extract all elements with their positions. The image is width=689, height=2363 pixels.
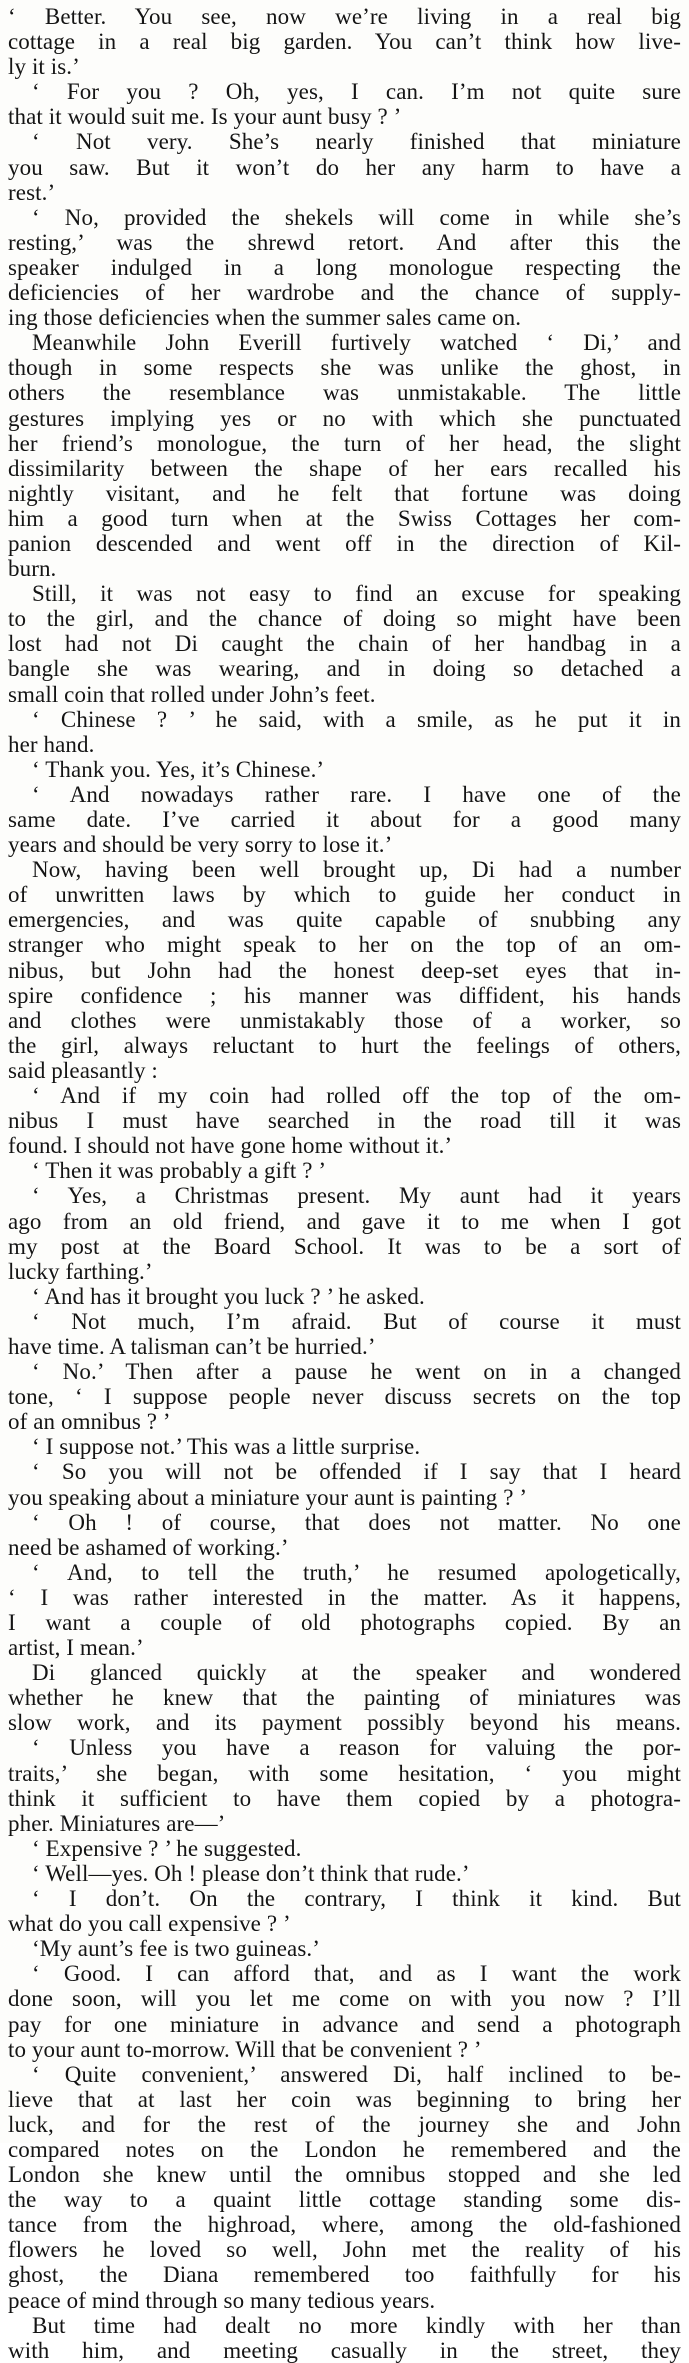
text-line: whether he knew that the painting of miniatures was <box>8 1685 681 1711</box>
text-line: pay for one miniature in advance and send a photograph <box>8 2011 681 2037</box>
text-line: ‘ No, provided the shekels will come in while she’s <box>32 204 681 230</box>
text-line: stranger who might speak to her on the top of an om- <box>8 932 681 958</box>
text-line: ago from an old friend, and gave it to me when I got <box>8 1208 681 1234</box>
text-line: luck, and for the rest of the journey she and John <box>8 2111 681 2137</box>
text-line: burn. <box>8 556 57 582</box>
text-line: resting,’ was the shrewd retort. And after this the <box>8 229 681 255</box>
text-line: the girl, always reluctant to hurt the feelings of others, <box>8 1032 681 1058</box>
text-line: nightly visitant, and he felt that fortune was doing <box>8 480 681 506</box>
text-line: dissimilarity between the shape of her ears recalled his <box>8 455 681 481</box>
text-line: ‘ Then it was probably a gift ? ’ <box>32 1158 327 1184</box>
text-line: her hand. <box>8 731 95 757</box>
text-line: nibus, but John had the honest deep-set eyes that in- <box>8 957 681 983</box>
text-line: Still, it was not easy to find an excuse for speaking <box>32 581 681 607</box>
text-line: ing those deficiencies when the summer sales came on. <box>8 305 522 331</box>
text-line: you saw. But it won’t do her any harm to have a <box>8 154 681 180</box>
text-line: with him, and meeting casually in the street, they <box>8 2337 681 2363</box>
text-line: traits,’ she began, with some hesitation, ‘ you might <box>8 1760 681 1786</box>
text-line: ‘ Not very. She’s nearly finished that miniature <box>32 129 681 155</box>
text-line: spire confidence ; his manner was diffident, his hands <box>8 982 681 1008</box>
text-line: ‘ Unless you have a reason for valuing the por- <box>32 1735 681 1761</box>
text-line: ‘ And if my coin had rolled off the top of the om- <box>32 1083 681 1109</box>
text-line: ‘ And, to tell the truth,’ he resumed apologetically, <box>32 1559 681 1585</box>
text-line: gestures implying yes or no with which she punctuated <box>8 405 681 431</box>
text-line: same date. I’ve carried it about for a good many <box>8 807 681 832</box>
text-line: ‘ For you ? Oh, yes, I can. I’m not quite sure <box>32 79 681 105</box>
text-line: Meanwhile John Everill furtively watched ‘ Di,’ and <box>32 330 681 356</box>
text-line: ‘ Chinese ? ’ he said, with a smile, as he put it in <box>32 706 681 732</box>
text-line: ‘ I was rather interested in the matter. As it happens, <box>8 1584 681 1610</box>
text-line: though in some respects she was unlike the ghost, in <box>8 355 681 381</box>
text-line: cottage in a real big garden. You can’t think how live- <box>8 29 681 55</box>
text-line: nibus I must have searched in the road till it was <box>8 1108 681 1134</box>
text-line: ‘My aunt’s fee is two guineas.’ <box>32 1936 320 1962</box>
text-line: ghost, the Diana remembered too faithfully for his <box>8 2262 681 2288</box>
text-line: that it would suit me. Is your aunt busy ? ’ <box>8 104 402 130</box>
text-line: her friend’s monologue, the turn of her head, the slight <box>8 430 681 456</box>
text-line: ‘ Good. I can afford that, and as I want the work <box>32 1961 681 1987</box>
text-line: panion descended and went off in the direction of Kil- <box>8 530 681 556</box>
text-line: lost had not Di caught the chain of her handbag in a <box>8 631 681 657</box>
text-line: found. I should not have gone home without it.’ <box>8 1133 453 1159</box>
text-line: ‘ I don’t. On the contrary, I think it kind. But <box>32 1886 681 1912</box>
text-line: peace of mind through so many tedious years. <box>8 2287 436 2313</box>
text-line: speaker indulged in a long monologue respecting the <box>8 254 681 280</box>
text-line: ‘ I suppose not.’ This was a little surprise. <box>32 1434 421 1460</box>
text-line: rest.’ <box>8 179 56 205</box>
text-line: to the girl, and the chance of doing so might have been <box>8 606 681 632</box>
text-line: the way to a quaint little cottage standing some dis- <box>8 2187 681 2213</box>
text-line: and clothes were unmistakably those of a worker, so <box>8 1007 681 1033</box>
text-line: of an omnibus ? ’ <box>8 1409 171 1435</box>
text-line: of unwritten laws by which to guide her conduct in <box>8 882 681 908</box>
text-line: ‘ Yes, a Christmas present. My aunt had it years <box>32 1183 681 1209</box>
text-line: I want a couple of old photographs copied. By an <box>8 1610 681 1635</box>
text-line: you speaking about a miniature your aunt is painting ? ’ <box>8 1484 528 1510</box>
text-line: Di glanced quickly at the speaker and wondered <box>32 1660 681 1686</box>
text-line: tance from the highroad, where, among the old-fashioned <box>8 2212 681 2238</box>
text-line: to your aunt to-morrow. Will that be convenient ? ’ <box>8 2036 482 2062</box>
text-line: ‘ Better. You see, now we’re living in a real big <box>8 4 681 29</box>
text-line: emergencies, and was quite capable of snubbing any <box>8 907 681 933</box>
text-line: Now, having been well brought up, Di had a number <box>32 857 681 883</box>
text-line: compared notes on the London he remembered and the <box>8 2136 681 2162</box>
text-line: years and should be very sorry to lose it.’ <box>8 832 393 858</box>
text-line: ly it is.’ <box>8 54 80 80</box>
text-line: said pleasantly : <box>8 1057 158 1083</box>
text-line: ‘ No.’ Then after a pause he went on in a changed <box>32 1359 681 1385</box>
article-text <box>8 4 681 2363</box>
text-line: my post at the Board School. It was to be a sort of <box>8 1233 681 1259</box>
text-line: ‘ Expensive ? ’ he suggested. <box>32 1835 302 1861</box>
text-line: But time had dealt no more kindly with her than <box>32 2312 681 2338</box>
text-line: pher. Miniatures are—’ <box>8 1810 226 1836</box>
text-line: flowers he loved so well, John met the reality of his <box>8 2237 681 2263</box>
text-line: ‘ Quite convenient,’ answered Di, half inclined to be- <box>32 2061 681 2087</box>
text-line: ‘ So you will not be offended if I say that I heard <box>32 1459 681 1485</box>
text-line: deficiencies of her wardrobe and the chance of supply- <box>8 280 681 306</box>
text-line: others the resemblance was unmistakable. The little <box>8 380 681 406</box>
text-line: ‘ And has it brought you luck ? ’ he asked. <box>32 1283 425 1309</box>
text-line: lucky farthing.’ <box>8 1258 153 1284</box>
text-line: him a good turn when at the Swiss Cottages her com- <box>8 505 681 531</box>
text-line: bangle she was wearing, and in doing so detached a <box>8 656 681 682</box>
text-line: ‘ Oh ! of course, that does not matter. No one <box>32 1509 681 1535</box>
text-line: small coin that rolled under John’s feet. <box>8 681 376 707</box>
text-line: ‘ Well—yes. Oh ! please don’t think that rude.’ <box>32 1860 470 1886</box>
text-line: done soon, will you let me come on with you now ? I’ll <box>8 1986 681 2012</box>
text-line: ‘ Not much, I’m afraid. But of course it must <box>32 1308 681 1334</box>
text-line: London she knew until the omnibus stopped and she led <box>8 2162 681 2188</box>
text-line: what do you call expensive ? ’ <box>8 1911 291 1937</box>
text-line: slow work, and its payment possibly beyond his means. <box>8 1710 681 1736</box>
text-line: artist, I mean.’ <box>8 1635 144 1661</box>
text-line: lieve that at last her coin was beginning to bring her <box>8 2086 681 2112</box>
text-line: ‘ Thank you. Yes, it’s Chinese.’ <box>32 756 325 782</box>
text-line: ‘ And nowadays rather rare. I have one of the <box>32 781 681 807</box>
text-line: have time. A talisman can’t be hurried.’ <box>8 1333 376 1359</box>
text-line: tone, ‘ I suppose people never discuss secrets on the top <box>8 1384 681 1410</box>
text-line: need be ashamed of working.’ <box>8 1534 289 1560</box>
text-line: think it sufficient to have them copied by a photogra- <box>8 1785 681 1811</box>
